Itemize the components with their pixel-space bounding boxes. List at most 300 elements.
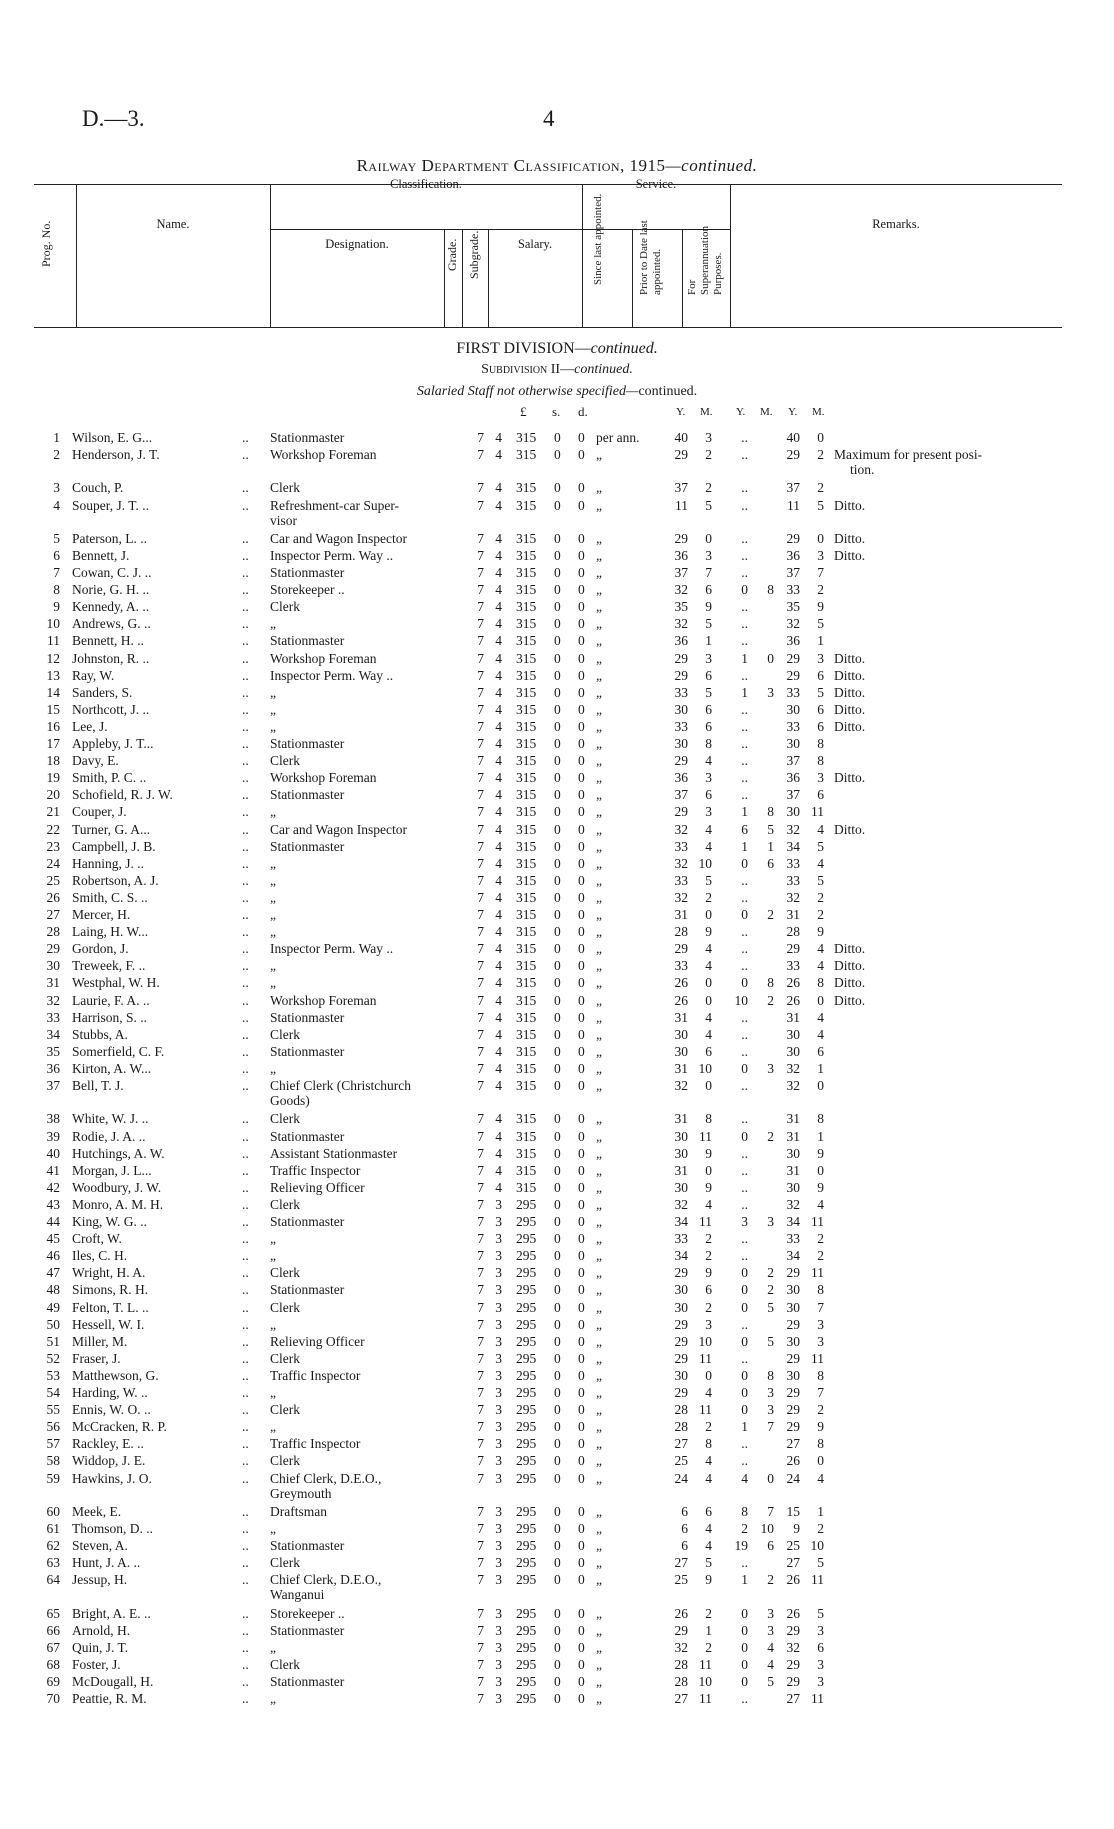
salary-pounds-cell: 315 [516, 1009, 537, 1025]
subgrade-cell: 3 [495, 1453, 502, 1469]
salary-pounds-cell: 295 [516, 1572, 537, 1588]
since-years-cell: 6 [681, 1538, 688, 1554]
designation-cell: Draftsman [270, 1503, 327, 1519]
salary-period-cell: „ [596, 633, 602, 649]
salary-period-cell: „ [596, 1196, 602, 1212]
prior-years-cell: .. [741, 787, 748, 803]
salary-pence-cell: 0 [578, 497, 585, 513]
subgrade-cell: 4 [495, 753, 502, 769]
remarks-cell: Ditto. [834, 718, 866, 734]
salary-pence-cell: 0 [578, 447, 585, 463]
leader-dots: .. [242, 447, 249, 463]
name-cell: Bright, A. E. .. [72, 1605, 151, 1621]
salary-pounds-cell: 315 [516, 787, 537, 803]
designation-cell: Assistant Stationmaster [270, 1145, 398, 1161]
leader-dots: .. [242, 1128, 249, 1144]
table-row [0, 1368, 1114, 1385]
name-cell: Croft, W. [72, 1231, 122, 1247]
salary-pounds-cell: 295 [516, 1367, 537, 1383]
subgrade-cell: 4 [495, 633, 502, 649]
leader-dots: .. [242, 1674, 249, 1690]
grade-cell: 7 [477, 924, 484, 940]
grade-cell: 7 [477, 1453, 484, 1469]
since-months-cell: 10 [698, 1333, 712, 1349]
designation-cell: Stationmaster [270, 736, 345, 752]
salary-pence-cell: 0 [578, 1367, 585, 1383]
salary-pounds-cell: 295 [516, 1656, 537, 1672]
prog-no-cell: 12 [46, 650, 60, 666]
leader-dots: .. [242, 1026, 249, 1042]
prog-no-cell: 34 [46, 1026, 60, 1042]
prior-years-cell: .. [741, 530, 748, 546]
table-row [0, 1504, 1114, 1521]
salary-period-cell: „ [596, 1674, 602, 1690]
super-years-cell: 37 [786, 753, 800, 769]
super-months-cell: 8 [817, 1367, 824, 1383]
super-years-cell: 32 [786, 1639, 800, 1655]
designation-cell: „ [270, 1316, 276, 1332]
title-suffix: —continued. [665, 156, 758, 175]
subgrade-cell: 4 [495, 1111, 502, 1127]
leader-dots: .. [242, 872, 249, 888]
header-prior-to: Prior to Date last appointed. [638, 220, 663, 295]
prog-no-cell: 26 [46, 889, 60, 905]
prior-years-cell: .. [741, 736, 748, 752]
leader-dots: .. [242, 924, 249, 940]
prog-no-cell: 68 [46, 1656, 60, 1672]
prog-no-cell: 61 [46, 1520, 60, 1536]
prior-years-cell: 0 [741, 1128, 748, 1144]
since-years-cell: 28 [674, 1674, 688, 1690]
since-months-cell: 4 [705, 1009, 712, 1025]
salary-period-cell: „ [596, 547, 602, 563]
table-row [0, 719, 1114, 736]
prog-no-cell: 20 [46, 787, 60, 803]
super-years-cell: 34 [786, 1214, 800, 1230]
division-heading [0, 340, 1114, 358]
salary-shillings-cell: 0 [554, 838, 561, 854]
salary-pence-cell: 0 [578, 1538, 585, 1554]
table-row [0, 599, 1114, 616]
since-years-cell: 37 [674, 480, 688, 496]
salary-period-cell: „ [596, 736, 602, 752]
subgrade-cell: 4 [495, 1026, 502, 1042]
super-months-cell: 3 [817, 1316, 824, 1332]
super-years-cell: 31 [786, 1162, 800, 1178]
leader-dots: .. [242, 958, 249, 974]
super-years-cell: 33 [786, 1231, 800, 1247]
header-since-last: Since last appointed. [592, 193, 604, 285]
designation-cell: Storekeeper .. [270, 582, 345, 598]
prog-no-cell: 70 [46, 1691, 60, 1707]
prior-years-cell: 0 [741, 1060, 748, 1076]
salary-pounds-cell: 315 [516, 958, 537, 974]
salary-pence-cell: 0 [578, 1078, 585, 1094]
salary-pounds-cell: 315 [516, 701, 537, 717]
designation-cell: „ [270, 1248, 276, 1264]
grade-cell: 7 [477, 975, 484, 991]
salary-pounds-cell: 315 [516, 1128, 537, 1144]
since-years-cell: 29 [674, 447, 688, 463]
leader-dots: .. [242, 480, 249, 496]
super-years-cell: 30 [786, 1145, 800, 1161]
subgrade-cell: 3 [495, 1691, 502, 1707]
salary-shillings-cell: 0 [554, 684, 561, 700]
leader-dots: .. [242, 1350, 249, 1366]
salary-pounds-cell: 295 [516, 1402, 537, 1418]
table-row [0, 1657, 1114, 1674]
header-service: Service. [635, 177, 677, 191]
prior-years-cell: .. [741, 718, 748, 734]
super-years-cell: 25 [786, 1538, 800, 1554]
since-months-cell: 2 [705, 1231, 712, 1247]
super-months-cell: 9 [817, 1419, 824, 1435]
prior-months-cell: 4 [767, 1639, 774, 1655]
super-months-cell: 11 [811, 804, 824, 820]
designation-cell: Chief Clerk, D.E.O., [270, 1470, 382, 1486]
since-months-cell: 4 [705, 753, 712, 769]
prog-no-cell: 8 [53, 582, 60, 598]
table-row [0, 1521, 1114, 1538]
salary-shillings-cell: 0 [554, 1248, 561, 1264]
subgrade-cell: 4 [495, 1009, 502, 1025]
salaried-cont: continued. [638, 384, 698, 399]
prog-no-cell: 23 [46, 838, 60, 854]
prior-years-cell: .. [741, 1436, 748, 1452]
salary-period-cell: „ [596, 1026, 602, 1042]
since-months-cell: 6 [705, 582, 712, 598]
header-designation: Designation. [325, 237, 389, 251]
super-months-cell: 2 [817, 582, 824, 598]
salary-pounds-cell: 315 [516, 1111, 537, 1127]
leader-dots: .. [242, 530, 249, 546]
name-cell: Couch, P. [72, 480, 124, 496]
super-months-cell: 8 [817, 1111, 824, 1127]
designation-cell: Clerk [270, 1402, 300, 1418]
since-months-cell: 4 [705, 1538, 712, 1554]
since-months-cell: 10 [698, 1060, 712, 1076]
name-cell: Wright, H. A. [72, 1265, 146, 1281]
name-cell: Northcott, J. .. [72, 701, 150, 717]
prog-no-cell: 67 [46, 1639, 60, 1655]
salary-shillings-cell: 0 [554, 1503, 561, 1519]
designation-cell: Refreshment-car Super- [270, 497, 400, 513]
salary-pounds-cell: 295 [516, 1265, 537, 1281]
prog-no-cell: 30 [46, 958, 60, 974]
subgrade-cell: 4 [495, 565, 502, 581]
salary-period-cell: „ [596, 770, 602, 786]
super-months-cell: 3 [817, 1656, 824, 1672]
remarks-continuation: tion. [850, 462, 875, 478]
subgrade-cell: 3 [495, 1520, 502, 1536]
since-months-cell: 11 [699, 1656, 712, 1672]
designation-cell: Workshop Foreman [270, 650, 377, 666]
designation-cell: Car and Wagon Inspector [270, 530, 407, 546]
leader-dots: .. [242, 1503, 249, 1519]
page-title [0, 156, 1114, 176]
leader-dots: .. [242, 855, 249, 871]
salary-period-cell: „ [596, 889, 602, 905]
super-months-cell: 3 [817, 1333, 824, 1349]
grade-cell: 7 [477, 1470, 484, 1486]
grade-cell: 7 [477, 1231, 484, 1247]
table-row [0, 924, 1114, 941]
subgrade-cell: 4 [495, 447, 502, 463]
salary-pounds-cell: 315 [516, 872, 537, 888]
prior-months-cell: 0 [767, 1470, 774, 1486]
designation-cell: Inspector Perm. Way .. [270, 547, 394, 563]
table-row [0, 1606, 1114, 1623]
prior-years-cell: 0 [741, 1639, 748, 1655]
salary-pence-cell: 0 [578, 1026, 585, 1042]
prior-years-cell: .. [741, 872, 748, 888]
subgrade-cell: 4 [495, 804, 502, 820]
super-months-cell: 4 [817, 1009, 824, 1025]
prog-no-cell: 24 [46, 855, 60, 871]
unit-pence: d. [578, 404, 588, 419]
salary-period-cell: „ [596, 821, 602, 837]
super-years-cell: 29 [786, 1419, 800, 1435]
since-months-cell: 5 [705, 497, 712, 513]
salary-shillings-cell: 0 [554, 497, 561, 513]
table-row [0, 1129, 1114, 1146]
table-row [0, 975, 1114, 992]
leader-dots: .. [242, 616, 249, 632]
header-subgrade: Subgrade. [467, 230, 481, 279]
name-cell: Souper, J. T. .. [72, 497, 149, 513]
salary-period-cell: „ [596, 975, 602, 991]
salaried-title: Salaried Staff not otherwise specified— [416, 384, 639, 399]
salary-pence-cell: 0 [578, 1145, 585, 1161]
grade-cell: 7 [477, 1214, 484, 1230]
salary-shillings-cell: 0 [554, 1572, 561, 1588]
since-years-cell: 28 [674, 1402, 688, 1418]
super-months-cell: 6 [817, 787, 824, 803]
name-cell: Andrews, G. .. [72, 616, 151, 632]
grade-cell: 7 [477, 1248, 484, 1264]
table-row [0, 753, 1114, 770]
name-cell: Harding, W. .. [72, 1385, 148, 1401]
table-row [0, 685, 1114, 702]
salary-shillings-cell: 0 [554, 1520, 561, 1536]
subgrade-cell: 3 [495, 1316, 502, 1332]
table-row [0, 856, 1114, 873]
prog-no-cell: 60 [46, 1503, 60, 1519]
salary-pounds-cell: 295 [516, 1691, 537, 1707]
since-months-cell: 10 [698, 1674, 712, 1690]
unit-m3: M. [812, 406, 825, 418]
leader-dots: .. [242, 821, 249, 837]
since-years-cell: 27 [674, 1691, 688, 1707]
grade-cell: 7 [477, 530, 484, 546]
salary-shillings-cell: 0 [554, 1299, 561, 1315]
since-months-cell: 2 [705, 1605, 712, 1621]
salary-period-cell: „ [596, 1436, 602, 1452]
salary-period-cell: „ [596, 616, 602, 632]
designation-cell: „ [270, 1060, 276, 1076]
leader-dots: .. [242, 1520, 249, 1536]
since-months-cell: 8 [705, 1111, 712, 1127]
super-years-cell: 30 [786, 804, 800, 820]
prior-months-cell: 2 [767, 1282, 774, 1298]
prog-no-cell: 43 [46, 1196, 60, 1212]
grade-cell: 7 [477, 599, 484, 615]
prog-no-cell: 29 [46, 941, 60, 957]
division-cont: continued. [590, 340, 658, 357]
salary-pounds-cell: 295 [516, 1520, 537, 1536]
leader-dots: .. [242, 1572, 249, 1588]
super-years-cell: 31 [786, 907, 800, 923]
salary-shillings-cell: 0 [554, 992, 561, 1008]
title-main: Railway Department Classification, 1915 [356, 156, 666, 175]
prior-years-cell: 1 [741, 650, 748, 666]
designation-cell: „ [270, 907, 276, 923]
prior-years-cell: .. [741, 770, 748, 786]
since-years-cell: 29 [674, 650, 688, 666]
prog-no-cell: 49 [46, 1299, 60, 1315]
salary-pence-cell: 0 [578, 1674, 585, 1690]
leader-dots: .. [242, 565, 249, 581]
since-years-cell: 40 [674, 430, 688, 445]
prog-no-cell: 69 [46, 1674, 60, 1690]
designation-cell: Clerk [270, 1265, 300, 1281]
designation-continuation: Greymouth [270, 1485, 332, 1501]
name-cell: Henderson, J. T. [72, 447, 160, 463]
salary-period-cell: „ [596, 924, 602, 940]
prog-no-cell: 13 [46, 667, 60, 683]
salary-pence-cell: 0 [578, 1436, 585, 1452]
salary-pence-cell: 0 [578, 941, 585, 957]
grade-cell: 7 [477, 1043, 484, 1059]
unit-y1: Y. [676, 406, 686, 418]
salary-shillings-cell: 0 [554, 924, 561, 940]
salary-pence-cell: 0 [578, 1605, 585, 1621]
salary-period-cell: „ [596, 701, 602, 717]
salary-period-cell: „ [596, 1656, 602, 1672]
subgrade-cell: 4 [495, 838, 502, 854]
grade-cell: 7 [477, 616, 484, 632]
prior-months-cell: 2 [767, 1128, 774, 1144]
prior-months-cell: 5 [767, 1674, 774, 1690]
salary-pence-cell: 0 [578, 530, 585, 546]
salary-pounds-cell: 295 [516, 1436, 537, 1452]
subgrade-cell: 4 [495, 787, 502, 803]
salary-pounds-cell: 295 [516, 1453, 537, 1469]
grade-cell: 7 [477, 718, 484, 734]
salary-pence-cell: 0 [578, 804, 585, 820]
header-superannuation: For Superannuation Purposes. [686, 225, 724, 295]
super-months-cell: 4 [817, 1470, 824, 1486]
prior-years-cell: .. [741, 958, 748, 974]
name-cell: Smith, C. S. .. [72, 889, 148, 905]
prior-years-cell: 0 [741, 1402, 748, 1418]
salary-pounds-cell: 315 [516, 667, 537, 683]
since-months-cell: 11 [699, 1350, 712, 1366]
super-months-cell: 5 [817, 838, 824, 854]
prog-no-cell: 59 [46, 1470, 60, 1486]
leader-dots: .. [242, 907, 249, 923]
leader-dots: .. [242, 753, 249, 769]
salary-pence-cell: 0 [578, 1043, 585, 1059]
prior-months-cell: 5 [767, 1299, 774, 1315]
prior-years-cell: .. [741, 1555, 748, 1571]
leader-dots: .. [242, 1145, 249, 1161]
leader-dots: .. [242, 804, 249, 820]
table-row [0, 1385, 1114, 1402]
subgrade-cell: 4 [495, 889, 502, 905]
prior-years-cell: .. [741, 430, 748, 445]
leader-dots: .. [242, 430, 249, 445]
subgrade-cell: 3 [495, 1282, 502, 1298]
subgrade-cell: 4 [495, 736, 502, 752]
super-years-cell: 36 [786, 547, 800, 563]
remarks-cell: Ditto. [834, 992, 866, 1008]
grade-cell: 7 [477, 787, 484, 803]
prior-years-cell: .. [741, 497, 748, 513]
salary-pence-cell: 0 [578, 1656, 585, 1672]
table-row [0, 1163, 1114, 1180]
salary-pence-cell: 0 [578, 1128, 585, 1144]
salary-period-cell: „ [596, 599, 602, 615]
prog-no-cell: 35 [46, 1043, 60, 1059]
salary-shillings-cell: 0 [554, 530, 561, 546]
salary-period-cell: „ [596, 530, 602, 546]
remarks-cell: Ditto. [834, 650, 866, 666]
since-months-cell: 4 [705, 821, 712, 837]
super-years-cell: 29 [786, 1622, 800, 1638]
name-cell: Bell, T. J. [72, 1078, 124, 1094]
table-row [0, 1078, 1114, 1095]
salary-pence-cell: 0 [578, 582, 585, 598]
name-cell: Fraser, J. [72, 1350, 121, 1366]
designation-cell: „ [270, 958, 276, 974]
table-row [0, 480, 1114, 497]
remarks-cell: Ditto. [834, 530, 866, 546]
prior-months-cell: 5 [767, 1333, 774, 1349]
since-years-cell: 33 [674, 684, 688, 700]
designation-cell: Workshop Foreman [270, 447, 377, 463]
prior-years-cell: .. [741, 1009, 748, 1025]
designation-cell: Stationmaster [270, 1214, 345, 1230]
header-name: Name. [156, 217, 190, 231]
subgrade-cell: 3 [495, 1538, 502, 1554]
salary-shillings-cell: 0 [554, 1231, 561, 1247]
grade-cell: 7 [477, 753, 484, 769]
unit-shilling: s. [552, 404, 561, 419]
salary-pence-cell: 0 [578, 1196, 585, 1212]
salary-shillings-cell: 0 [554, 1333, 561, 1349]
super-months-cell: 1 [817, 1128, 824, 1144]
super-months-cell: 8 [817, 975, 824, 991]
grade-cell: 7 [477, 684, 484, 700]
salary-pence-cell: 0 [578, 1402, 585, 1418]
subgrade-cell: 4 [495, 1060, 502, 1076]
prog-no-cell: 31 [46, 975, 60, 991]
prog-no-cell: 46 [46, 1248, 60, 1264]
super-months-cell: 3 [817, 1674, 824, 1690]
name-cell: Steven, A. [72, 1538, 128, 1554]
subgrade-cell: 4 [495, 616, 502, 632]
prior-months-cell: 2 [767, 907, 774, 923]
table-row [0, 890, 1114, 907]
super-months-cell: 6 [817, 667, 824, 683]
leader-dots: .. [242, 1231, 249, 1247]
subgrade-cell: 4 [495, 547, 502, 563]
salary-shillings-cell: 0 [554, 1043, 561, 1059]
grade-cell: 7 [477, 1350, 484, 1366]
remarks-cell: Ditto. [834, 941, 866, 957]
subgrade-cell: 4 [495, 599, 502, 615]
